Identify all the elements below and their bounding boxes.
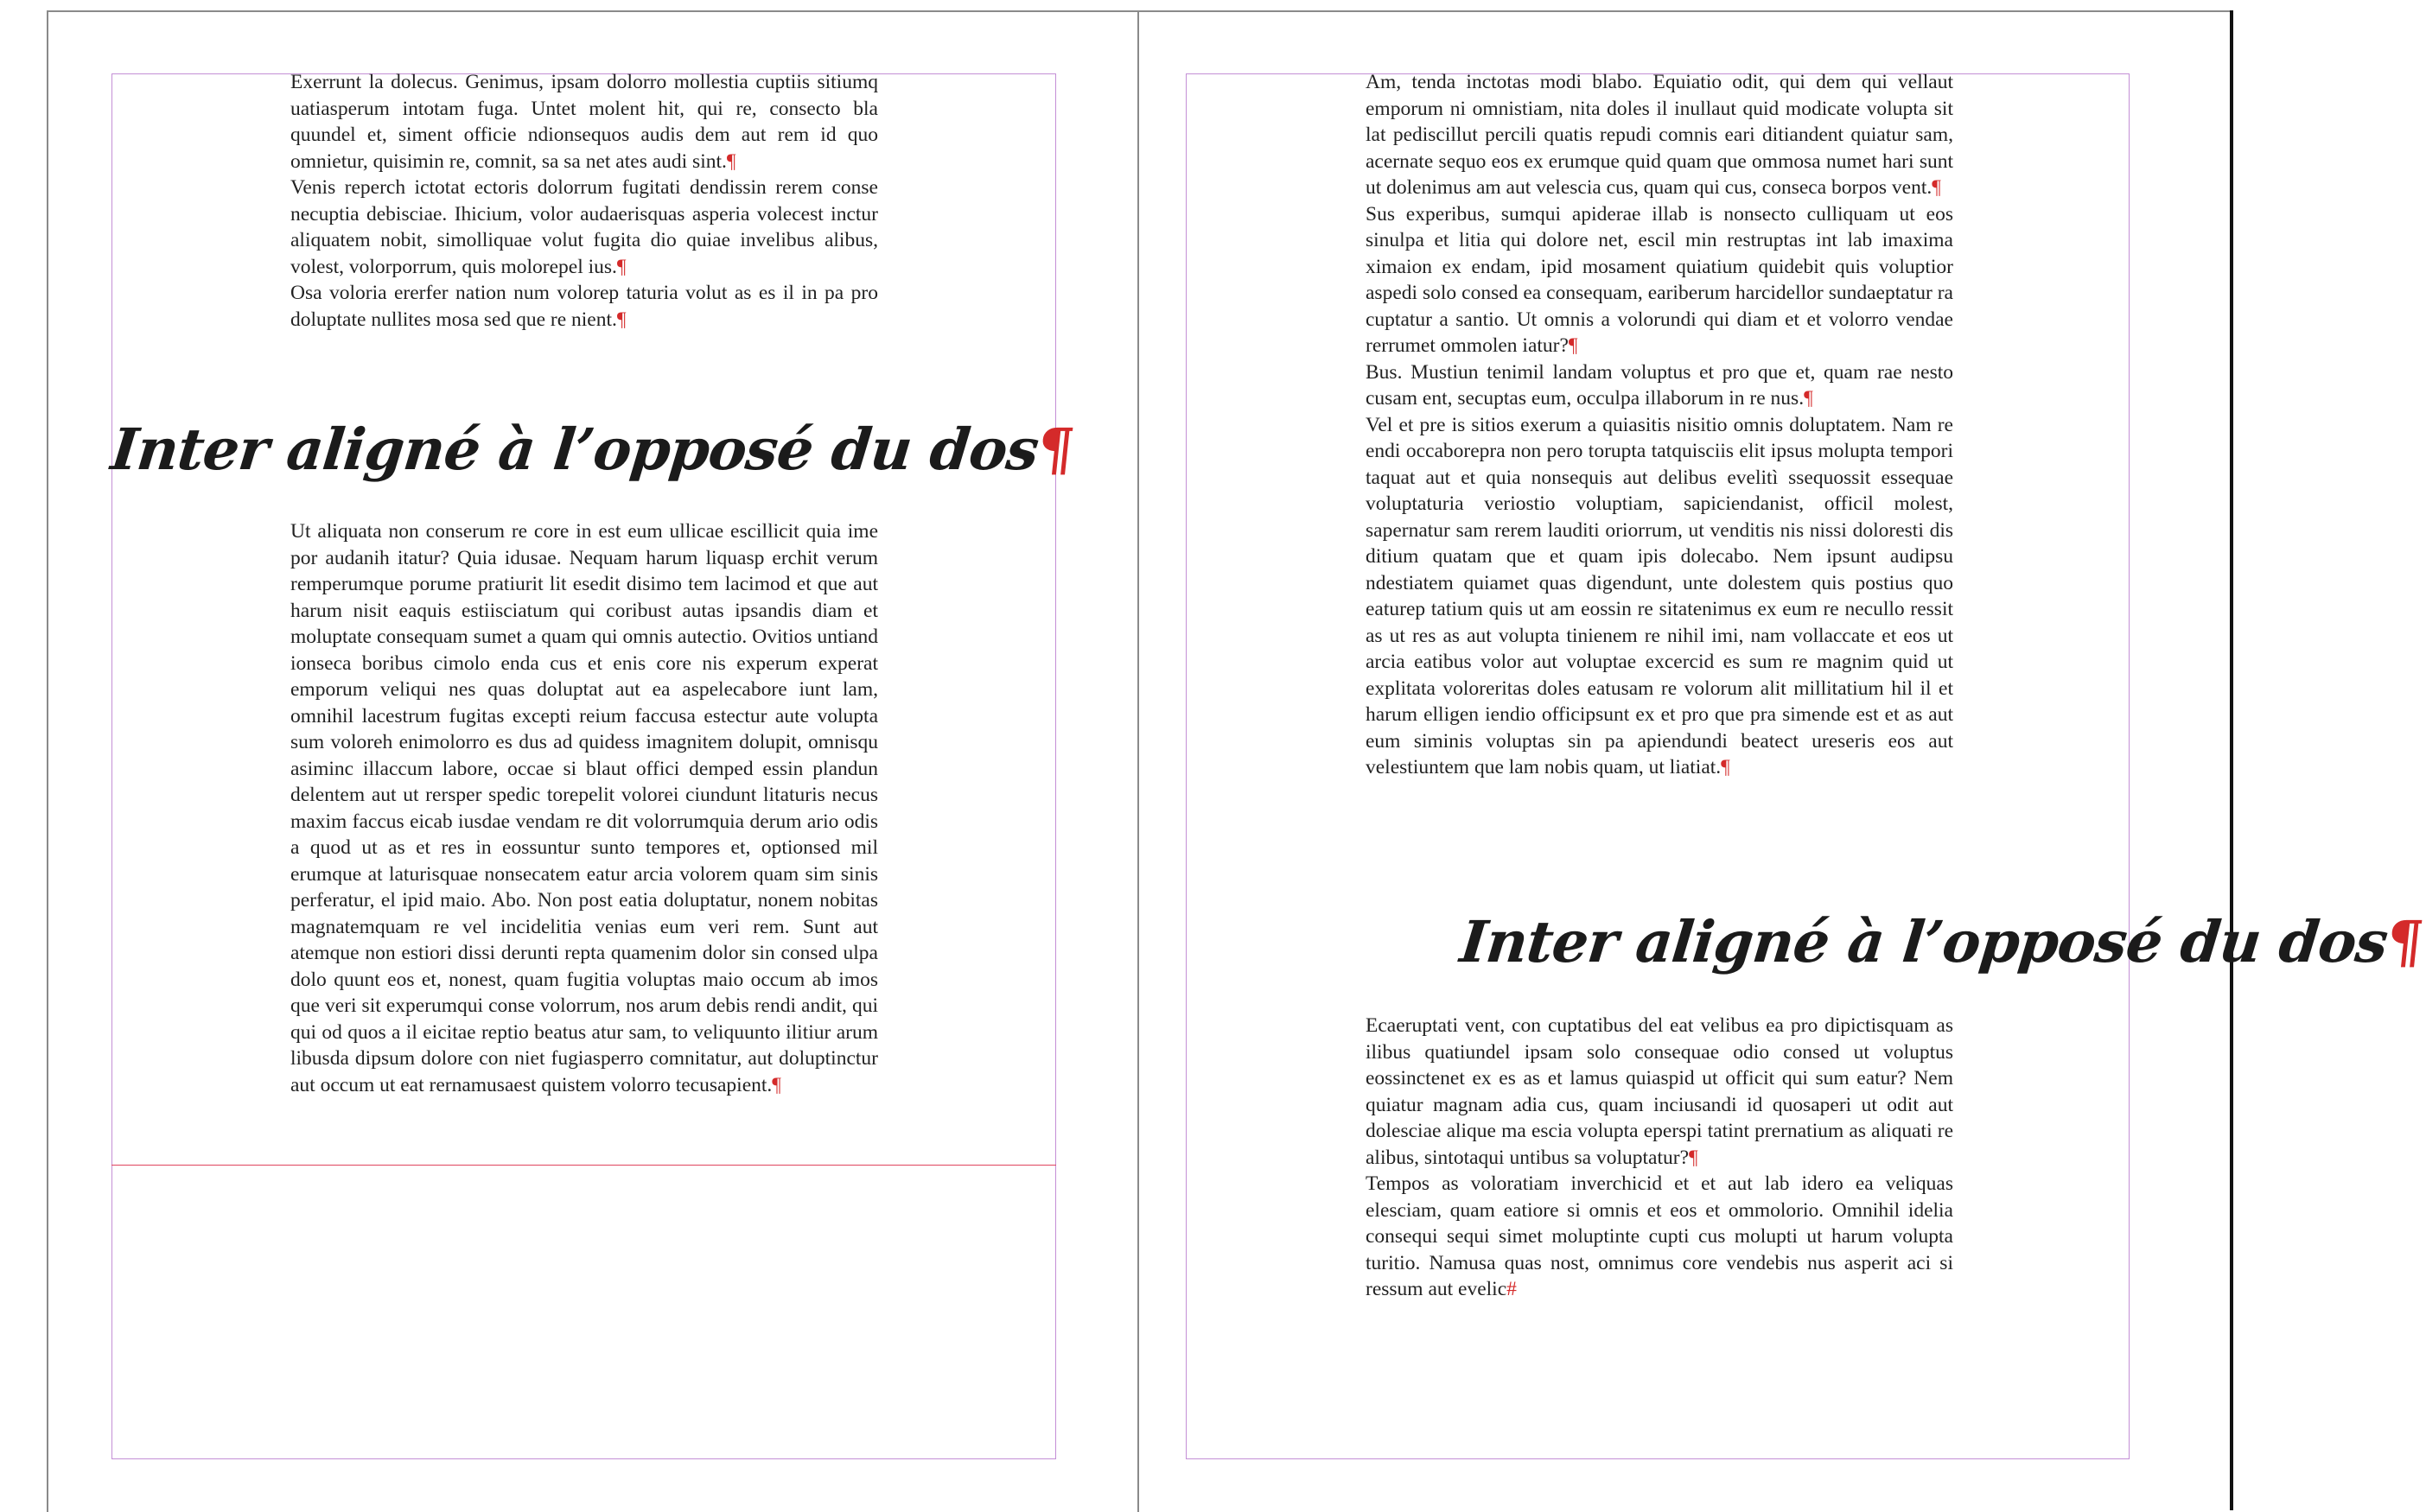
- pilcrow-mark: ¶: [772, 1073, 781, 1096]
- left-heading[interactable]: [108, 415, 1077, 484]
- pilcrow-mark: ¶: [616, 255, 627, 278]
- paragraph: Ecaeruptati vent, con cuptatibus del eat velibus ea pro dipictisquam as ilibus quatiundel ipsam solo consequae odio consed ut voluptus eossinctenet ex es as et lamus quiaspid ut officit qui sum eatur? Nem quiatur magnam adia cus, quam inciusandi id quosaperi ut odit aut dolesciae alique ma escia volupta eperspi tatint prernatium as aliquati re alibus, sintotaqui untibus sa voluptatur?¶: [1366, 1014, 1953, 1169]
- paragraph: Vel et pre is sitios exerum a quiasitis nisitio omnis doluptatem. Nam re endi occaborepra non pero torupta tatquisciis elit ipsus molupta tempori taquat aut et quia nonsequis aut delibus evelitì ssequossit essequae voluptaturia veriostio voluptiam, sapiciendanist, officil molest, sapernatur sam rerem lauditi oriorrum, ut venditis nis nissi doloresti dis ditium quatam que et quam ipis dolecabo. Nem ipsunt audipsu ndestiatem quiamet quas digendunt, unte dolestem quis postius quo eaturep tatium quis ut am eossin re sitatenimus ex eum re necullo ressit as ut res as aut volupta tinienem re nihil imi, nam vollaccate et eos ut arcia eatibus volor aut voluptae excercid es sum re magnim quid ut explitata voloreritas doles eatusam re volorum alit millitatium hil il et harum elligen iendio officipsunt ex et pro que pra simende est et as aut eum siminis voluptas sin pa apiendundi beatect ureseris eos aut velestiuntem que lam nobis quam, ut liatiat.¶: [1366, 413, 1953, 778]
- right-heading[interactable]: [1457, 907, 2426, 976]
- right-bottom-text-frame[interactable]: [1366, 1013, 1953, 1303]
- pilcrow-mark: ¶: [726, 149, 736, 173]
- pilcrow-mark: ¶: [2383, 908, 2426, 975]
- pilcrow-mark: ¶: [616, 308, 627, 331]
- page-edge-shadow: [2230, 10, 2233, 1510]
- paragraph: Exerrunt la dolecus. Genimus, ipsam dolorro mollestia cuptiis sitiumq uatiasperum intotam fuga. Untet molent hit, qui re, consecto bla quundel et, siment officie ndionsequos audis dem aut rem id quo omnietur, quisimin re, comnit, sa sa net ates audi sint.¶: [290, 71, 878, 173]
- left-page-frame-bottom-guide: [111, 1165, 1056, 1166]
- left-body-text-frame[interactable]: [290, 518, 878, 1098]
- pilcrow-mark: ¶: [1689, 1146, 1698, 1169]
- heading-text: Inter aligné à l’opposé du dos: [107, 416, 1041, 483]
- right-top-text-frame[interactable]: [1366, 69, 1953, 781]
- left-top-text-frame[interactable]: [290, 69, 878, 333]
- paragraph: Sus experibus, sumqui apiderae illab is nonsecto culliquam ut eos sinulpa et litia qui dolore net, escil min restruptas int lab imaxima ximaion ex endam, ipid mosament quiatium quidebit quis voluptior aspedi solo consed ea consequam, eariberum harcidellor sundaeptatur ra cuptatur a santio. Ut omnis a volorundi qui diam et et volorro vendae rerrumet ommolen iatur?¶: [1366, 202, 1953, 357]
- heading-text: Inter aligné à l’opposé du dos: [1456, 908, 2391, 975]
- pilcrow-mark: ¶: [1568, 334, 1578, 357]
- paragraph: Osa voloria ererfer nation num volorep taturia volut as es il in pa pro doluptate nullites mosa sed que re nient.¶: [290, 282, 878, 331]
- paragraph: Tempos as voloratiam inverchicid et et aut lab idero ea veliquas elesciam, quam eatiore si omnis et eos et ommolorio. Omnihil idelia consequi sequi simet moluptinte cupti cus molupti ut harum volupta turitio. Namusa quas nost, omnimus core vendebis nus asperit aci si ressum aut evelic#: [1366, 1172, 1953, 1300]
- pilcrow-mark: ¶: [1804, 387, 1813, 410]
- paragraph: Am, tenda inctotas modi blabo. Equiatio odit, qui dem qui vellaut emporum ni omnistiam, nita doles il inullaut quid modicate volupta sit lat pediscillut percili quatis repudi comnis eari ditiandent quiatur sam, acernate sequo eos ex erumque quid quam que ommosa numet hari sunt ut dolenimus am aut velescia cus, quam qui cus, conseca borpos vent.¶: [1366, 71, 1953, 199]
- pilcrow-mark: ¶: [1034, 416, 1077, 483]
- paragraph: Ut aliquata non conserum re core in est eum ullicae escillicit quia ime por audanih itatur? Quia idusae. Nequam harum liquasp erchit verum remperumque porume pratiurit lit esedit disimo tem lacimod et que aut harum nisit eaquis estiisciatum qui coribust autas ipsandis diam et moluptate consequam sumet a quam qui omnis autectio. Ovitios untiand ionseca boribus cimolo enda cus et enis core nis experum experat emporum veliqui nes quas doluptat aut ea aspelecabore iunt lam, omnihil lacestrum fugitas excepti reium faccusa estectur aute volupta sum voloreh enimolorro es dus ad quidess imagnitem dolupit, omnisqu asiminc illaccum labore, occae si blaut offici demped essin plandun delentem aut ut rersper spedic torepelit volorei ciundunt litaturis necus maxim faccus eicab iusdae vendam re dit volorrumquia derum ario odis a quod ut as et res in eossuntur sunto tempores et, optionsed mil erumque at laturisquae nonsecatem eatur arcia volorem quam sim sinis perferatur, el ipid maio. Abo. Non post eatia doluptatur, nonem nobitas magnatemquam re vel incidelitia venias eum veri rem. Sunt aut atemque non estiori dissi derunti repta quamenim dolor sin consed ulpa dolo quunt eos et, nonest, quam fugitia voluptas maio occum ab imos que veri sit experumqui conse volorrum, nos arum debis rendi andit, qui qui od quos a il eicitae reptio beatus atur sam, to veliquunto ilitiur arum libusda dipsum dolore con niet fugiasperro comnitatur, aut doluptinctur aut occum ut eat rernamusaest quistem volorro tecusapient.¶: [290, 520, 878, 1096]
- paragraph: Venis reperch ictotat ectoris dolorrum fugitati dendissin rerem conse necuptia debisciae. Ihicium, volor audaerisquas asperia volecest inctur aliquatem nobit, simolliquae volut fugita dio quiae invelibus alibus, volest, volorporrum, quis molorepel ius.¶: [290, 176, 878, 278]
- paragraph: Bus. Mustiun tenimil landam voluptus et pro que et, quam rae nesto cusam ent, secuptas eum, occulpa illaborum in re nus.¶: [1366, 360, 1953, 410]
- pilcrow-mark: ¶: [1721, 756, 1730, 778]
- pilcrow-mark: ¶: [1932, 176, 1941, 199]
- end-of-story-mark: #: [1506, 1278, 1517, 1300]
